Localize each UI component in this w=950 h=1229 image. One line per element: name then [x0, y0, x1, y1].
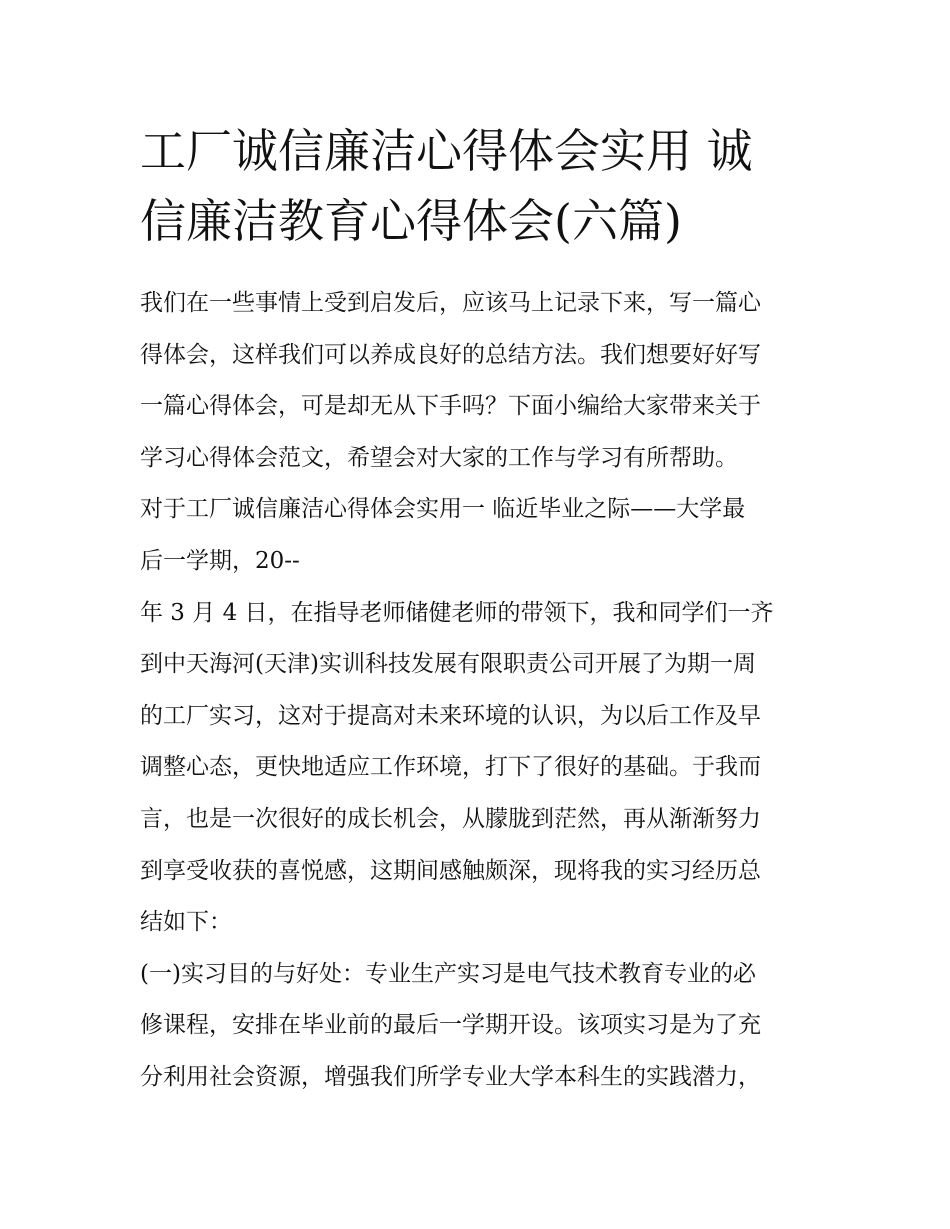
- body-line: 修课程，安排在毕业前的最后一学期开设。该项实习是为了充: [140, 1012, 761, 1039]
- title-line: 工厂诚信廉洁心得体会实用 诚: [140, 124, 753, 178]
- body-line: 后一学期，20--: [140, 547, 300, 574]
- title-line: 信廉洁教育心得体会(六篇): [140, 194, 682, 248]
- body-line: 分利用社会资源，增强我们所学专业大学本科生的实践潜力，: [140, 1063, 761, 1090]
- body-line: 调整心态，更快地适应工作环境，打下了很好的基础。于我而: [140, 754, 761, 781]
- body-line: 结如下：: [140, 909, 232, 936]
- body-line: 言，也是一次很好的成长机会，从朦胧到茫然，再从渐渐努力: [140, 805, 761, 832]
- body-line: 我们在一些事情上受到启发后，应该马上记录下来，写一篇心: [140, 290, 761, 316]
- body-line: 到享受收获的喜悦感，这期间感触颇深，现将我的实习经历总: [140, 857, 761, 884]
- body-line: (一)实习目的与好处：专业生产实习是电气技术教育专业的必: [140, 960, 756, 987]
- document-body: [140, 278, 820, 1104]
- body-line: 得体会，这样我们可以养成良好的总结方法。我们想要好好写: [140, 341, 761, 368]
- body-line: 学习心得体会范文，希望会对大家的工作与学习有所帮助。: [140, 444, 738, 471]
- body-line: 的工厂实习，这对于提高对未来环境的认识，为以后工作及早: [140, 702, 761, 729]
- body-line: 对于工厂诚信廉洁心得体会实用一 临近毕业之际——大学最: [140, 496, 746, 523]
- document-title: [140, 116, 820, 256]
- body-line: 年 3 月 4 日，在指导老师储健老师的带领下，我和同学们一齐: [140, 599, 774, 626]
- body-line: 到中天海河(天津)实训科技发展有限职责公司开展了为期一周: [140, 651, 756, 678]
- body-line: 一篇心得体会，可是却无从下手吗？下面小编给大家带来关于: [140, 393, 761, 420]
